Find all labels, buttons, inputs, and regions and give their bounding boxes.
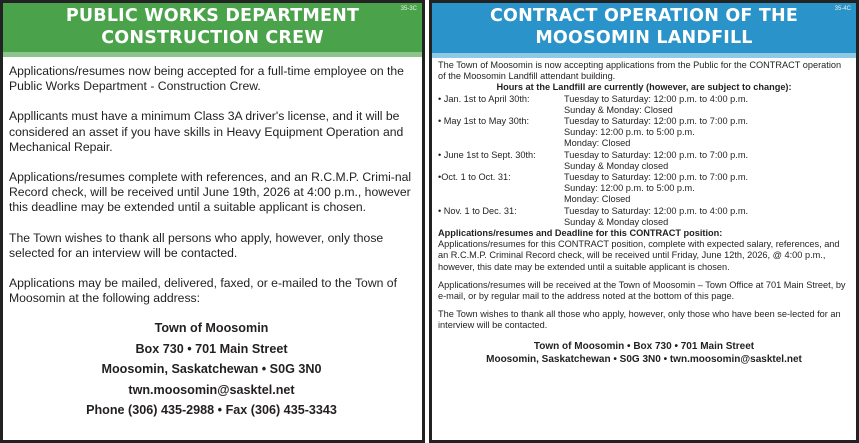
thanks-paragraph: The Town wishes to thank all those who apply, however, only those who have been se-lected for an interview will be contacted.	[438, 309, 841, 331]
ad-title-line: CONSTRUCTION CREW	[101, 28, 324, 48]
ad-code: 35-4C	[834, 6, 851, 12]
address-line: Moosomin, Saskatchewan • S0G 3N0 • twn.moosomin@sasktel.net	[486, 354, 802, 366]
hours-row	[438, 206, 850, 228]
hours-time: Tuesday to Saturday: 12:00 p.m. to 7:00 p.m.	[564, 116, 749, 127]
ad-code: 35-3C	[400, 6, 417, 12]
hours-time: Sunday & Monday closed	[564, 160, 669, 171]
hours-row	[438, 94, 850, 116]
address-line: Box 730 • 701 Main Street	[135, 341, 288, 356]
address-line: Town of Moosomin • Box 730 • 701 Main Street	[533, 340, 755, 352]
banner-underline	[3, 52, 422, 57]
public-works-banner	[3, 3, 422, 52]
ad-paragraph: Applications/resumes complete with references, and an R.C.M.P. Crimi-nal Record check, will be received until June 19th, 2026 at 4:00 p.m., however this deadline may be extended until a suitable applicant is chosen.	[9, 170, 412, 215]
email-address: twn.moosomin@sasktel.net	[128, 382, 295, 397]
hours-row	[438, 116, 850, 150]
hours-time: Sunday & Monday closed	[564, 216, 669, 227]
ad-title-line: CONTRACT OPERATION OF THE	[489, 6, 799, 26]
hours-period: • June 1st to Sept. 30th:	[438, 149, 536, 160]
landfill-ad	[429, 0, 859, 443]
hours-time: Tuesday to Saturday: 12:00 p.m. to 4:00 p.m.	[564, 93, 749, 104]
public-works-ad	[0, 0, 425, 443]
ad-title-line: PUBLIC WORKS DEPARTMENT	[65, 6, 360, 26]
hours-period: • Jan. 1st to April 30th:	[438, 93, 530, 104]
hours-time: Monday: Closed	[564, 138, 631, 149]
hours-time: Tuesday to Saturday: 12:00 p.m. to 4:00 p.m.	[564, 205, 749, 216]
hours-time: Monday: Closed	[564, 194, 631, 205]
submission-paragraph: Applications/resumes will be received at the Town of Moosomin – Town Office at 701 Main Street, by e-mail, or by regular mail to the address noted at the bottom of this page.	[438, 279, 846, 302]
landfill-banner	[432, 3, 856, 53]
hours-time: Tuesday to Saturday: 12:00 p.m. to 7:00 p.m.	[564, 149, 749, 160]
contact-address	[9, 318, 414, 421]
hours-time: Sunday & Monday: Closed	[564, 104, 673, 115]
deadline-paragraph: Applications/resumes for this CONTRACT position, complete with expected salary, references, and an R.C.M.P. Criminal Record check, will be received until Friday, June 12th, 2026, @ 4:00 p.m., however, this date may be extended until a suitable applicant is chosen.	[438, 239, 840, 272]
hours-time: Sunday: 12:00 p.m. to 5:00 p.m.	[564, 183, 695, 194]
contact-address	[438, 340, 850, 367]
hours-row	[438, 172, 850, 206]
ad-paragraph: Applications may be mailed, delivered, faxed, or e-mailed to the Town of Moosomin at the following address:	[9, 276, 397, 306]
ad-paragraph: Applications/resumes now being accepted for a full-time employee on the Public Works Department - Construction Crew.	[9, 64, 404, 94]
landfill-body	[438, 60, 850, 367]
hours-period: • May 1st to May 30th:	[438, 116, 530, 127]
banner-underline	[432, 53, 856, 58]
hours-period: • Nov. 1 to Dec. 31:	[438, 205, 517, 216]
hours-heading: Hours at the Landfill are currently (however, are subject to change):	[496, 82, 792, 93]
hours-row	[438, 150, 850, 172]
address-line: Moosomin, Saskatchewan • S0G 3N0	[101, 362, 322, 377]
hours-time: Sunday: 12:00 p.m. to 5:00 p.m.	[564, 127, 695, 138]
phone-fax-line: Phone (306) 435-2988 • Fax (306) 435-3343	[86, 403, 337, 418]
ad-title-line: MOOSOMIN LANDFILL	[535, 28, 753, 48]
address-line: Town of Moosomin	[154, 321, 269, 336]
hours-time: Tuesday to Saturday: 12:00 p.m. to 7:00 p.m.	[564, 172, 749, 183]
ad-paragraph: Appllicants must have a minimum Class 3A driver's license, and it will be considered an asset if you have skills in Heavy Equipment Operation and Mechanical Repair.	[9, 109, 404, 154]
public-works-body	[9, 64, 414, 421]
intro-paragraph: The Town of Moosomin is now accepting applications from the Public for the CONTRACT operation of the Moosomin Landfill attendant building.	[438, 60, 842, 82]
ad-paragraph: The Town wishes to thank all persons who apply, however, only those selected for an interview will be contacted.	[9, 230, 384, 260]
deadline-heading: Applications/resumes and Deadline for this CONTRACT position:	[438, 228, 723, 239]
hours-period: •Oct. 1 to Oct. 31:	[438, 172, 511, 183]
